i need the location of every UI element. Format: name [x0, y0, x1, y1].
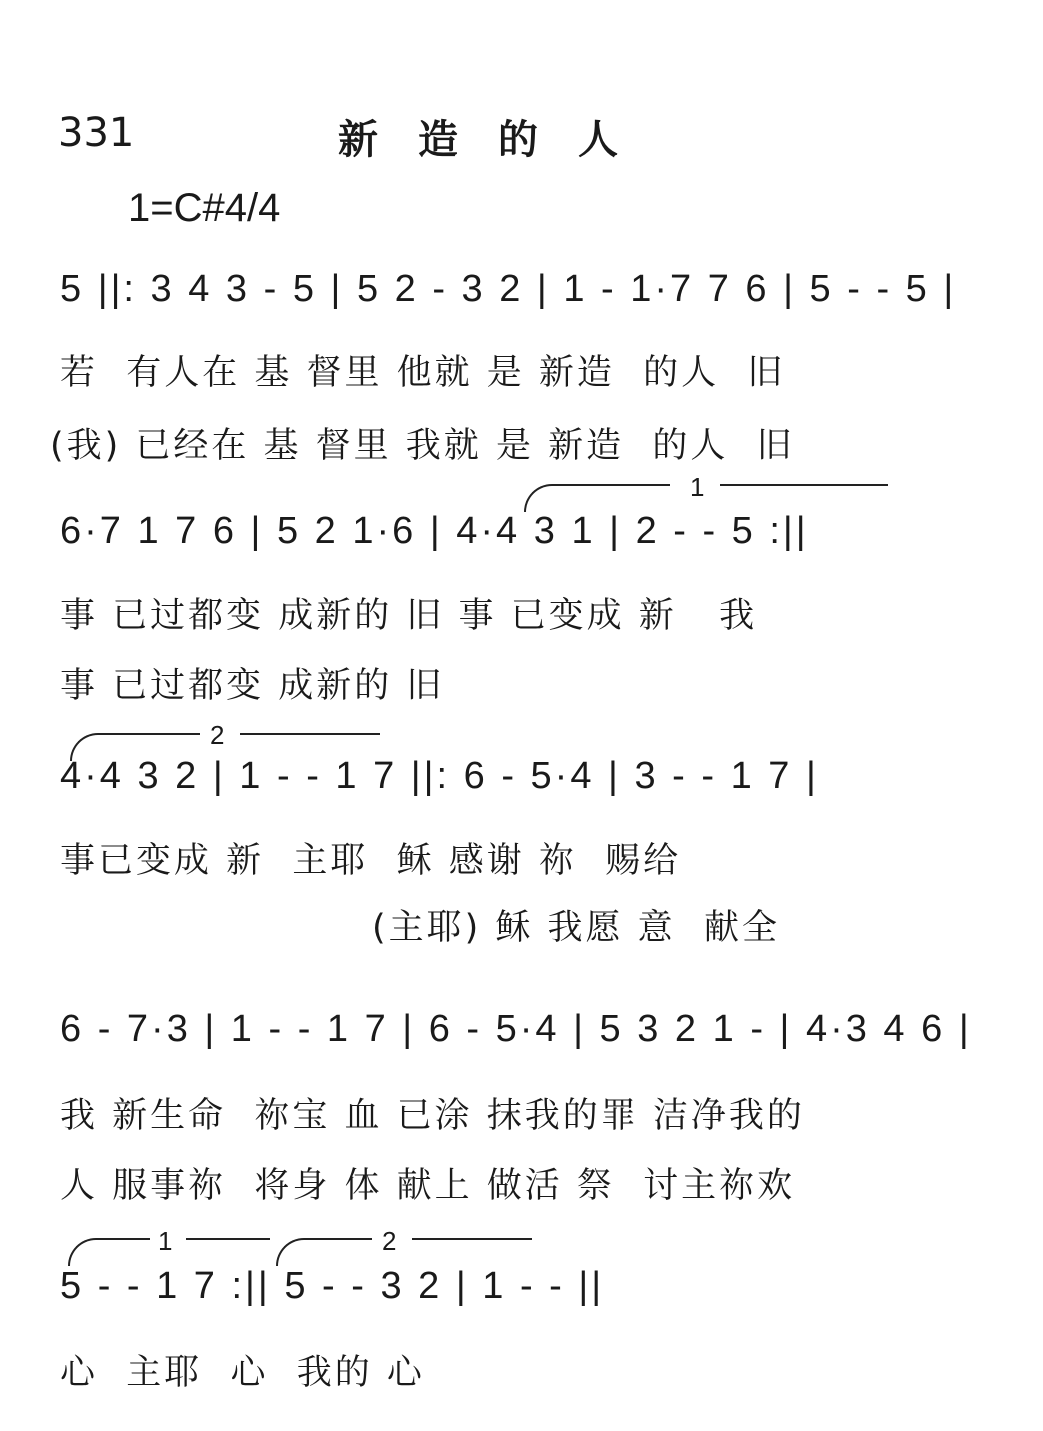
hymn-number: 331 — [58, 110, 135, 156]
volta-line-4b — [412, 1238, 532, 1240]
volta-line-1a — [554, 484, 670, 486]
hymn-title: 新造的人 — [338, 116, 658, 163]
volta-bracket-4 — [276, 1238, 308, 1266]
volta-line-3b — [186, 1238, 270, 1240]
lyric-line-5-verse-1: 心 主耶 心 我的 心 — [60, 1353, 425, 1393]
volta-line-4a — [306, 1238, 372, 1240]
volta-line-1b — [720, 484, 888, 486]
notation-line-2: 6·7 1 7 6 | 5 2 1·6 | 4·4 3 1 | 2 - - 5 :|| — [60, 510, 809, 552]
volta-line-2a — [100, 733, 200, 735]
volta-line-2b — [240, 733, 380, 735]
lyric-line-4-verse-2: 人 服事祢 将身 体 献上 做活 祭 讨主祢欢 — [60, 1166, 796, 1206]
notation-line-4: 6 - 7·3 | 1 - - 1 7 | 6 - 5·4 | 5 3 2 1 - | 4·3 4 6 | — [60, 1008, 972, 1050]
lyric-line-1-verse-1: 若 有人在 基 督里 他就 是 新造 的人 旧 — [60, 353, 786, 393]
volta-number-3: 1 — [158, 1226, 173, 1256]
volta-line-3a — [98, 1238, 150, 1240]
lyric-line-3-verse-1: 事已变成 新 主耶 稣 感谢 祢 赐给 — [60, 841, 682, 881]
lyric-line-2-verse-2: 事 已过都变 成新的 旧 — [60, 666, 445, 706]
notation-line-5: 5 - - 1 7 :|| 5 - - 3 2 | 1 - - || — [60, 1265, 605, 1307]
key-signature: 1=C#4/4 — [128, 186, 281, 230]
lyric-line-4-verse-1: 我 新生命 祢宝 血 已涂 抹我的罪 洁净我的 — [60, 1096, 805, 1136]
volta-bracket-3 — [68, 1238, 100, 1266]
volta-bracket-1 — [524, 484, 556, 512]
notation-line-1: 5 ||: 3 4 3 - 5 | 5 2 - 3 2 | 1 - 1·7 7 6 | 5 - - 5 | — [60, 268, 957, 310]
volta-number-2: 2 — [210, 720, 225, 750]
volta-number-1: 1 — [690, 472, 705, 502]
notation-line-3: 4·4 3 2 | 1 - - 1 7 ||: 6 - 5·4 | 3 - - 1 7 | — [60, 755, 819, 797]
lyric-line-3-verse-2: (主耶) 稣 我愿 意 献全 — [372, 908, 780, 948]
volta-number-4: 2 — [382, 1226, 397, 1256]
lyric-line-2-verse-1: 事 已过都变 成新的 旧 事 已变成 新 我 — [60, 596, 758, 636]
lyric-line-1-verse-2: (我) 已经在 基 督里 我就 是 新造 的人 旧 — [50, 426, 795, 466]
